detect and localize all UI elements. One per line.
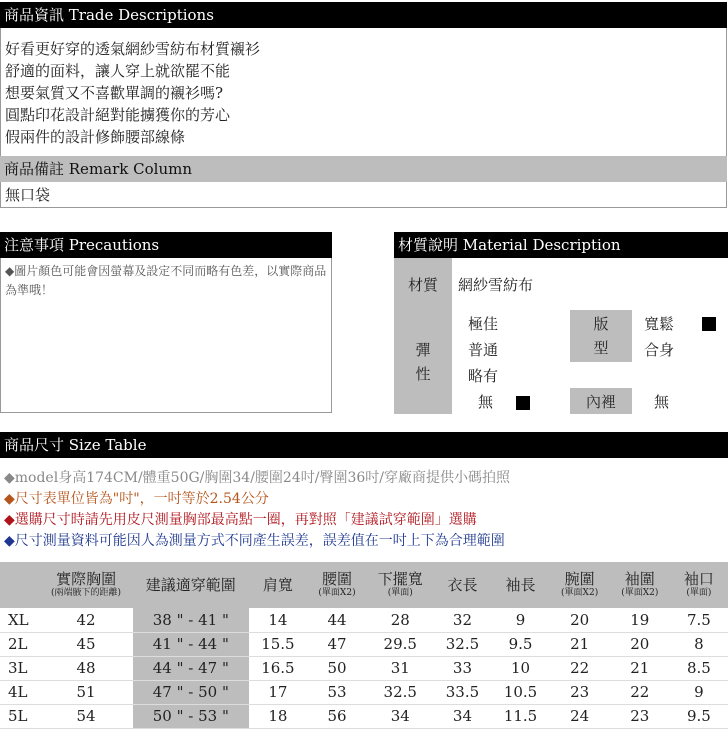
size-value-cell: 20 (550, 608, 610, 632)
size-table-header: 袖口 (單面) (670, 562, 728, 608)
size-value-cell: 31 (367, 656, 433, 680)
size-table-header: 建議適穿範圍 (133, 562, 249, 608)
size-label-cell: 2L (0, 632, 39, 656)
size-value-cell: 9.5 (670, 704, 728, 728)
size-label-cell: XL (0, 608, 39, 632)
size-value-cell: 32 (433, 608, 491, 632)
lining-value: 無 (654, 392, 670, 411)
description-line: 想要氣質又不喜歡單調的襯衫嗎? (5, 84, 224, 102)
size-value-cell: 34 (433, 704, 491, 728)
size-value-cell: 22 (550, 656, 610, 680)
elasticity-label: 彈性 (394, 310, 452, 414)
size-value-cell: 10 (492, 656, 550, 680)
size-value-cell: 32.5 (367, 680, 433, 704)
size-table (0, 562, 728, 729)
size-value-cell: 14 (249, 608, 307, 632)
size-value-cell: 9.5 (492, 632, 550, 656)
size-value-cell: 50 (307, 656, 367, 680)
fit-range-cell: 50 " - 53 " (133, 704, 249, 728)
trade-descriptions-section (0, 2, 727, 208)
fit-range-cell: 44 " - 47 " (133, 656, 249, 680)
size-value-cell: 51 (39, 680, 132, 704)
size-note: ◆尺寸測量資料可能因人為測量方式不同產生誤差，誤差值在一吋上下為合理範圍 (4, 533, 505, 549)
size-table-header: 下擺寬 (單面) (367, 562, 433, 608)
size-value-cell: 33 (433, 656, 491, 680)
fit-range-cell: 41 " - 44 " (133, 632, 249, 656)
size-value-cell: 23 (610, 704, 670, 728)
size-value-cell: 45 (39, 632, 132, 656)
size-table-header: 衣長 (433, 562, 491, 608)
size-table-header: 實際胸圍 (兩端腋下的距離) (39, 562, 132, 608)
size-value-cell: 8 (670, 632, 728, 656)
table-row (0, 680, 728, 704)
remark-column-text: 無口袋 (0, 182, 727, 208)
size-value-cell: 9 (492, 608, 550, 632)
size-value-cell: 19 (610, 608, 670, 632)
size-value-cell: 10.5 (492, 680, 550, 704)
fit-range-cell: 38 " - 41 " (133, 608, 249, 632)
size-value-cell: 33.5 (433, 680, 491, 704)
size-value-cell: 17 (249, 680, 307, 704)
fit-label: 版型 (570, 310, 632, 362)
size-value-cell: 48 (39, 656, 132, 680)
precautions-section (0, 232, 332, 413)
table-row (0, 632, 728, 656)
lining-label: 內裡 (570, 388, 632, 414)
elasticity-option-none: 無 (452, 388, 570, 414)
size-value-cell: 44 (307, 608, 367, 632)
fit-option: 寬鬆 (644, 314, 675, 333)
material-value: 網紗雪紡布 (458, 275, 534, 294)
size-value-cell: 54 (39, 704, 132, 728)
size-value-cell: 56 (307, 704, 367, 728)
size-value-cell: 42 (39, 608, 132, 632)
size-value-cell: 21 (550, 632, 610, 656)
size-value-cell: 16.5 (249, 656, 307, 680)
size-value-cell: 24 (550, 704, 610, 728)
size-table-header (0, 562, 39, 608)
material-description-section (394, 232, 728, 414)
remark-column-title: 商品備註 Remark Column (0, 156, 727, 182)
size-value-cell: 11.5 (492, 704, 550, 728)
size-value-cell: 9 (670, 680, 728, 704)
size-table-section (0, 432, 728, 725)
description-line: 圓點印花設計絕對能擄獲你的芳心 (5, 106, 231, 124)
fit-range-cell: 47 " - 50 " (133, 680, 249, 704)
size-value-cell: 23 (550, 680, 610, 704)
size-value-cell: 32.5 (433, 632, 491, 656)
size-value-cell: 15.5 (249, 632, 307, 656)
size-table-header: 袖圍 (單面X2) (610, 562, 670, 608)
elasticity-option: 略有 (468, 366, 499, 385)
size-table-header: 肩寬 (249, 562, 307, 608)
precautions-title: 注意事項 Precautions (0, 232, 332, 258)
size-value-cell: 22 (610, 680, 670, 704)
size-value-cell: 47 (307, 632, 367, 656)
table-row (0, 608, 728, 632)
size-value-cell: 28 (367, 608, 433, 632)
size-label-cell: 3L (0, 656, 39, 680)
size-value-cell: 34 (367, 704, 433, 728)
selected-square-icon (702, 317, 716, 331)
size-value-cell: 8.5 (670, 656, 728, 680)
size-table-header: 腰圍 (單面X2) (307, 562, 367, 608)
size-value-cell: 18 (249, 704, 307, 728)
trade-descriptions-body (0, 28, 727, 156)
table-row (0, 704, 728, 728)
description-line: 好看更好穿的透氣網紗雪紡布材質襯衫 (5, 40, 261, 58)
trade-descriptions-title: 商品資訊 Trade Descriptions (0, 2, 727, 28)
size-table-header: 腕圍 (單面X2) (550, 562, 610, 608)
size-value-cell: 20 (610, 632, 670, 656)
material-description-title: 材質說明 Material Description (394, 232, 728, 258)
size-label-cell: 5L (0, 704, 39, 728)
elasticity-option: 極佳 (468, 314, 499, 333)
size-table-title: 商品尺寸 Size Table (0, 432, 728, 458)
description-line: 舒適的面料，讓人穿上就欲罷不能 (5, 62, 231, 80)
selected-square-icon (516, 396, 530, 410)
size-note: ◆選購尺寸時請先用皮尺測量胸部最高點一圈，再對照「建議試穿範圍」選購 (4, 512, 477, 528)
size-label-cell: 4L (0, 680, 39, 704)
size-value-cell: 7.5 (670, 608, 728, 632)
table-row (0, 656, 728, 680)
material-label: 材質 (394, 258, 452, 310)
size-note: ◆尺寸表單位皆為"吋"，一吋等於2.54公分 (4, 491, 269, 507)
size-table-header: 袖長 (492, 562, 550, 608)
material-table (394, 258, 728, 414)
size-value-cell: 21 (610, 656, 670, 680)
size-value-cell: 29.5 (367, 632, 433, 656)
size-notes (0, 458, 728, 552)
elasticity-option: 普通 (468, 340, 499, 359)
size-value-cell: 53 (307, 680, 367, 704)
description-line: 假兩件的設計修飾腰部線條 (5, 128, 186, 146)
fit-option: 合身 (644, 340, 675, 359)
size-note: ◆model身高174CM/體重50G/胸圍34/腰圍24吋/臀圍36吋/穿廠商提供小碼拍照 (4, 470, 510, 486)
precautions-text: ◆圖片顏色可能會因螢幕及設定不同而略有色差，以實際商品為準哦！ (0, 258, 332, 413)
